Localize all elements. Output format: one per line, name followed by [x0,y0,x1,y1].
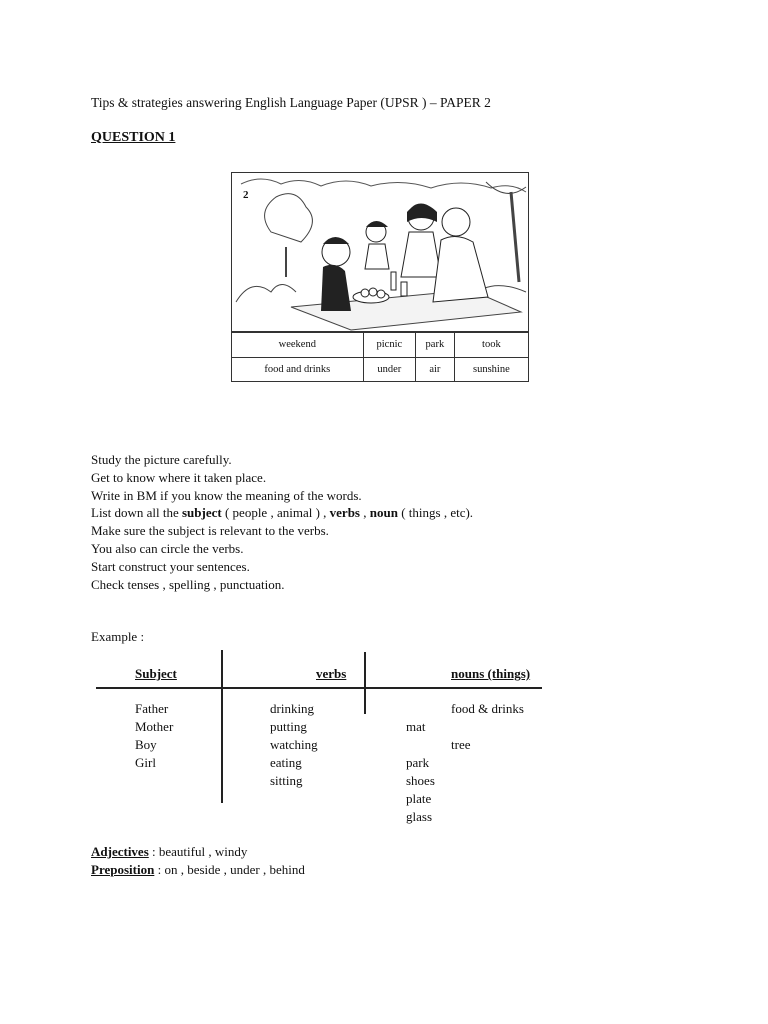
tip-line: Start construct your sentences. [91,558,250,574]
text-span: ( people , animal ) , [221,505,330,521]
tip-line: Make sure the subject is relevant to the verbs. [91,523,329,539]
bold-subject: subject [182,505,222,521]
header-rule [96,687,542,689]
text-span: ( things , etc). [397,505,474,521]
verb-item: watching [270,737,318,752]
word-cell: weekend [232,333,364,358]
text-span: , [360,505,370,521]
tip-line: Study the picture carefully. [91,452,232,467]
question-heading: QUESTION 1 [91,130,176,145]
adjectives-text: : beautiful , windy [148,844,248,859]
noun-item: mat [406,719,426,734]
subject-item: Mother [135,719,174,734]
tip-line: Get to know where it taken place. [91,469,267,485]
example-table [93,650,553,830]
tip-line-list [91,504,473,522]
word-grid-row [232,357,529,382]
nouns-right-column [451,700,524,754]
noun-item: tree [451,737,471,752]
tip-line: Check tenses , spelling , punctuation. [91,576,285,592]
adjectives-line [91,844,247,860]
nouns-left-column [406,718,435,826]
header-subject: Subject [135,666,177,681]
header-verbs: verbs [316,666,347,681]
bold-noun: noun [369,505,398,521]
verbs-column [270,700,318,790]
header-nouns: nouns (things) [451,666,531,681]
column-divider [221,650,223,803]
subjects-column [135,700,173,772]
example-label: Example : [91,629,145,644]
spacer [451,718,524,736]
word-cell: sunshine [454,357,528,382]
subject-item: Girl [135,755,156,770]
verb-item: sitting [270,773,303,788]
picnic-figure [231,172,531,384]
column-divider [364,652,366,714]
spacer [406,736,435,754]
preposition-line [91,862,305,878]
noun-item: plate [406,791,432,806]
preposition-label: Preposition [91,862,155,877]
picnic-illustration [231,172,531,332]
text-span: List down all the [91,505,182,521]
verb-item: putting [270,719,307,734]
word-cell: food and drinks [232,357,364,382]
noun-item: shoes [406,773,435,788]
word-grid [231,332,529,382]
word-cell: air [416,357,455,382]
bold-verbs: verbs [329,505,360,521]
word-cell: picnic [363,333,415,358]
subject-item: Father [135,701,169,716]
preposition-text: : on , beside , under , behind [154,862,305,877]
noun-item: food & drinks [451,701,524,716]
noun-item: park [406,755,430,770]
word-cell: park [416,333,455,358]
word-grid-row [232,333,529,358]
tip-line: Write in BM if you know the meaning of the words. [91,487,362,503]
document-title: Tips & strategies answering English Language Paper (UPSR ) – PAPER 2 [91,95,491,110]
verb-item: drinking [270,701,315,716]
word-cell: took [454,333,528,358]
word-cell: under [363,357,415,382]
adjectives-label: Adjectives [91,844,149,859]
tips-list [91,451,473,593]
subject-item: Boy [135,737,157,752]
tip-line: You also can circle the verbs. [91,540,244,556]
verb-item: eating [270,755,302,770]
noun-item: glass [406,809,432,824]
figure-number: 2 [243,189,249,201]
